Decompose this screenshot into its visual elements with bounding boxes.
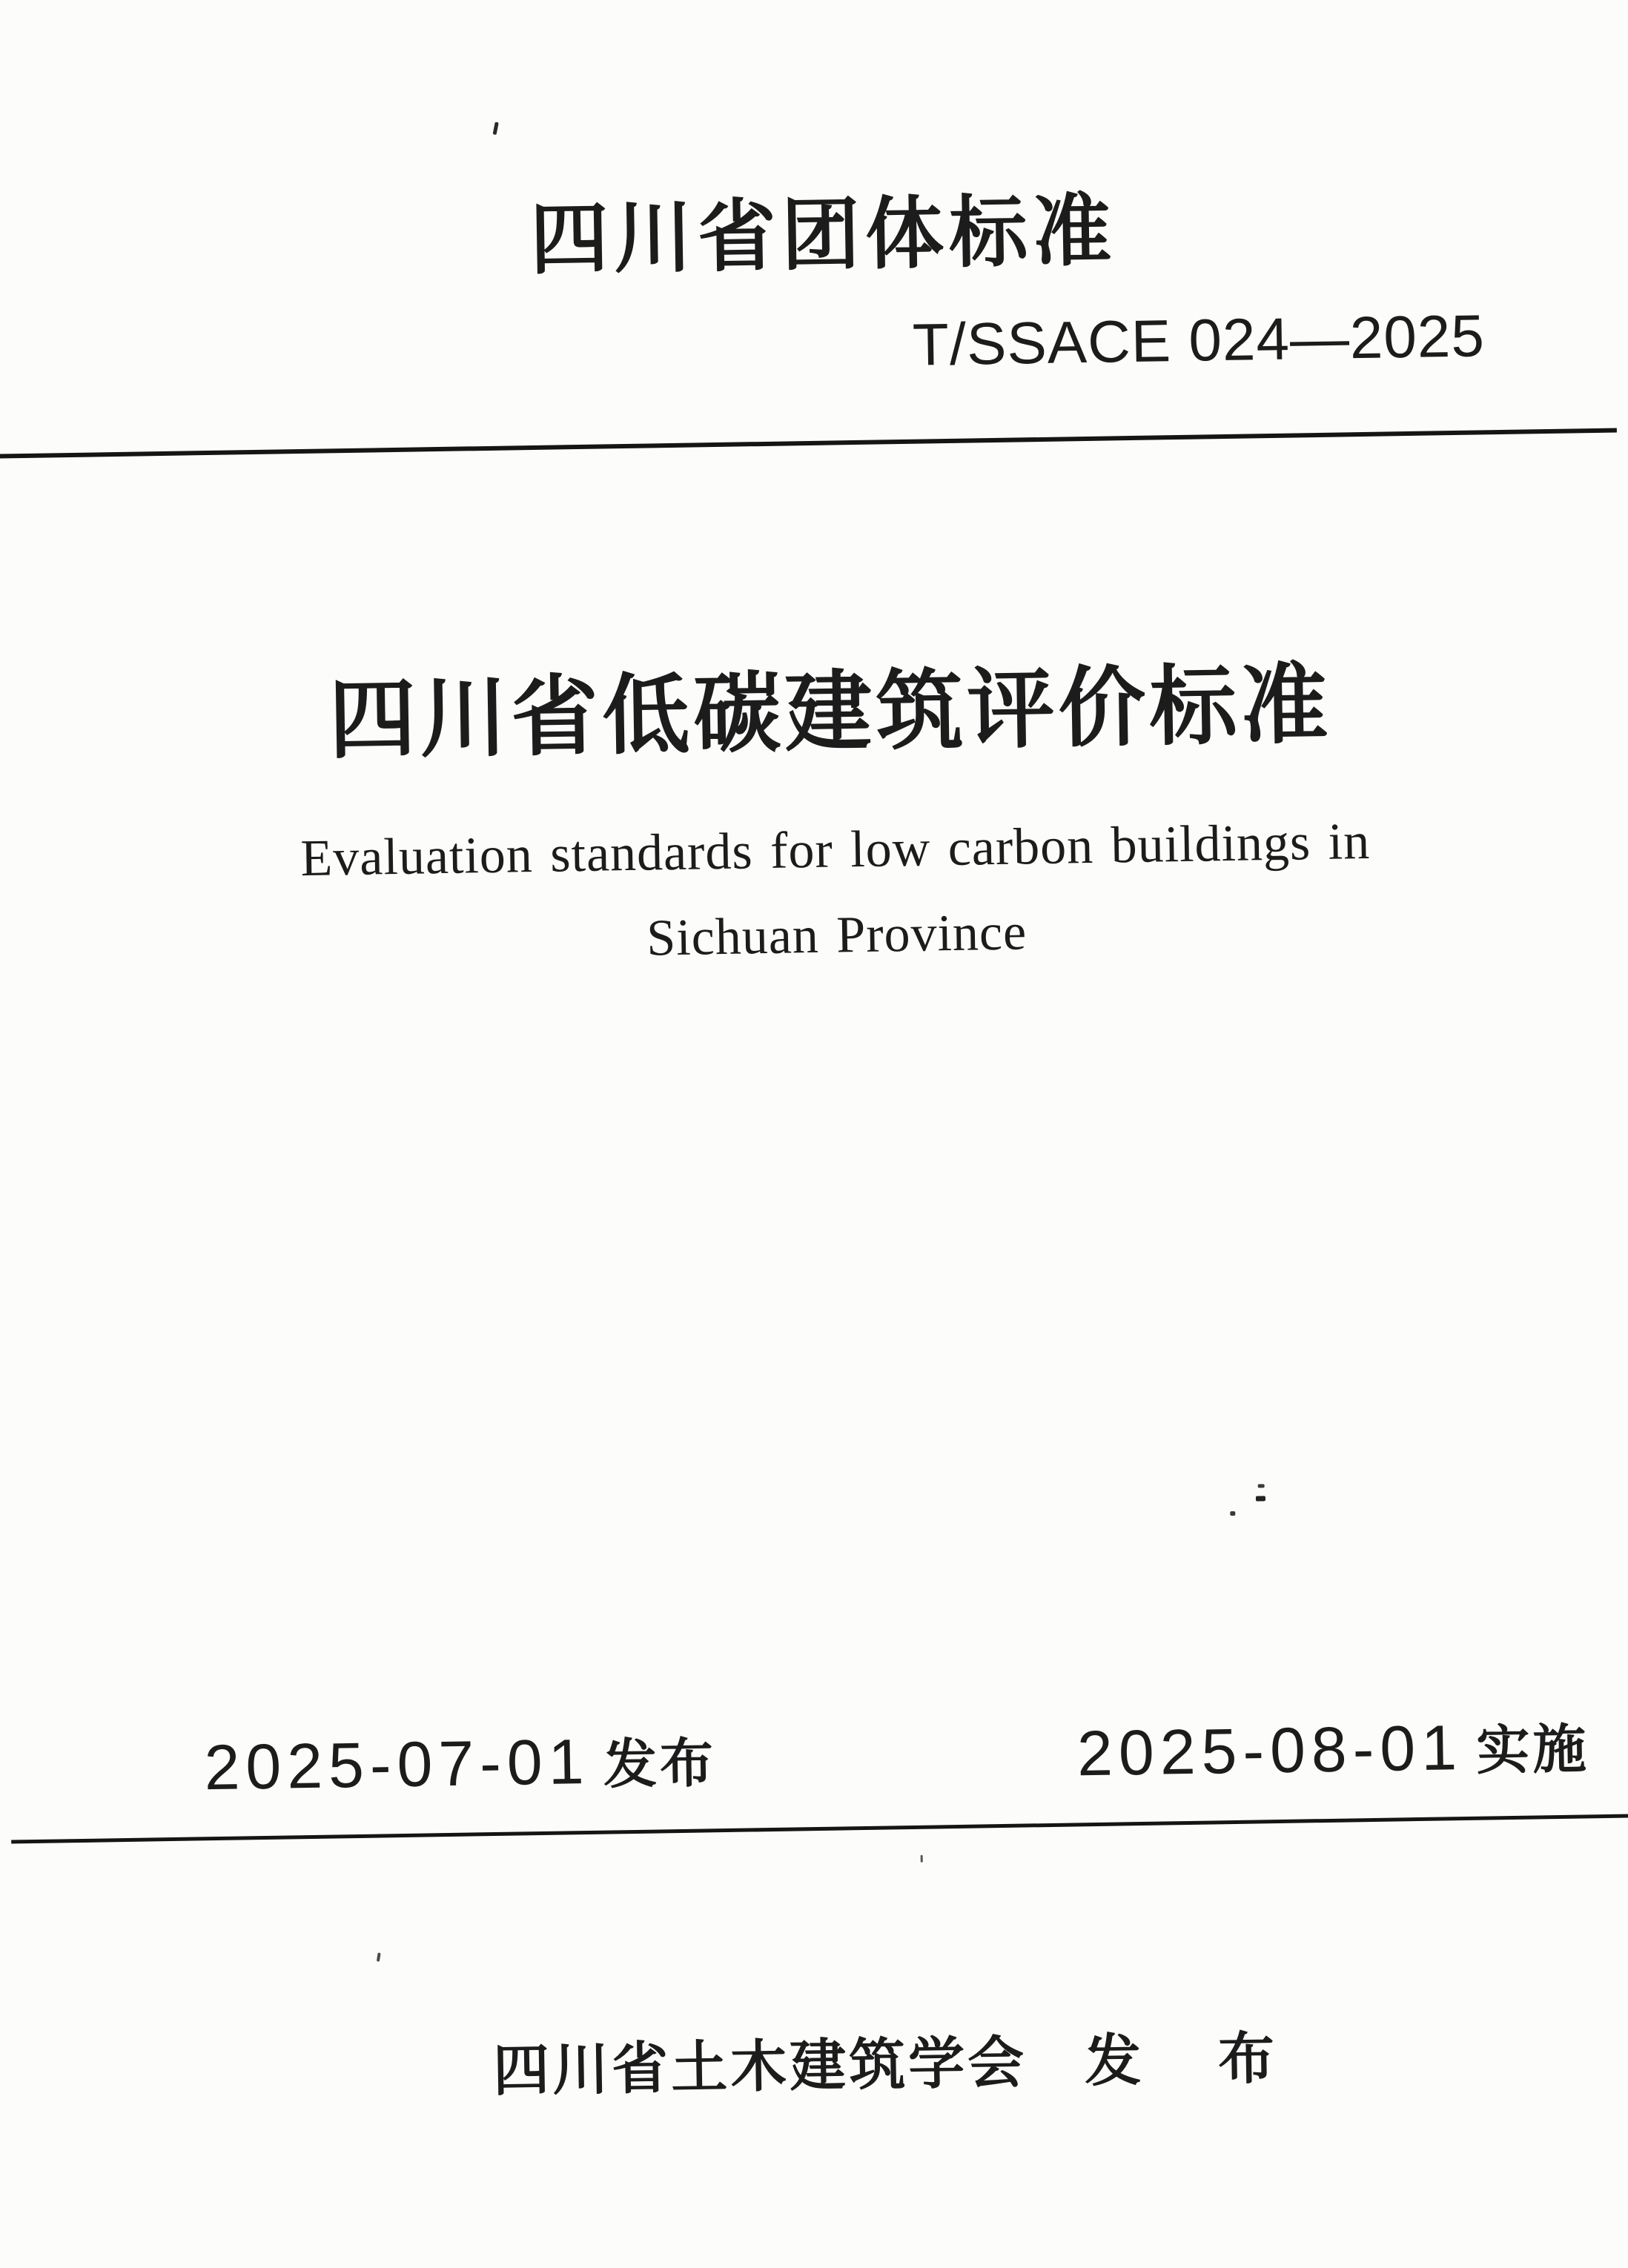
- issue-date: 2025-07-01: [203, 1725, 591, 1804]
- implement-date: 2025-08-01: [1076, 1712, 1463, 1790]
- main-title-zh: 四川省低碳建筑评价标准: [328, 655, 1333, 770]
- dates-row: [10, 1705, 1628, 1808]
- publisher-line: [15, 2017, 1628, 2115]
- subtitle-en-line1: Evaluation standards for low carbon buildings in: [300, 812, 1371, 888]
- publish-char-bu: 布: [1217, 2027, 1278, 2092]
- standard-number: T/SSACE 024—2025: [912, 302, 1486, 378]
- implement-label: 实施: [1475, 1720, 1590, 1781]
- issue-label: 发布: [603, 1734, 717, 1795]
- issue-date-block: [204, 1720, 717, 1805]
- scan-artifact: [921, 1855, 923, 1863]
- scan-artifact: [493, 122, 499, 135]
- scan-artifact: [1258, 1484, 1265, 1488]
- implement-date-block: [1076, 1705, 1589, 1791]
- scan-artifact: [1230, 1511, 1235, 1516]
- series-label: 四川省团体标准: [529, 187, 1117, 284]
- subtitle-en-line2: Sichuan Province: [646, 903, 1028, 967]
- publish-char-fa: 发: [1084, 2029, 1145, 2094]
- scan-artifact: [377, 1952, 381, 1961]
- subtitle-en: [0, 795, 1625, 991]
- scan-artifact: [1256, 1496, 1265, 1501]
- bottom-rule: [11, 1814, 1628, 1843]
- top-rule: [0, 428, 1617, 458]
- publisher-name: 四川省土木建筑学会: [492, 2031, 1028, 2103]
